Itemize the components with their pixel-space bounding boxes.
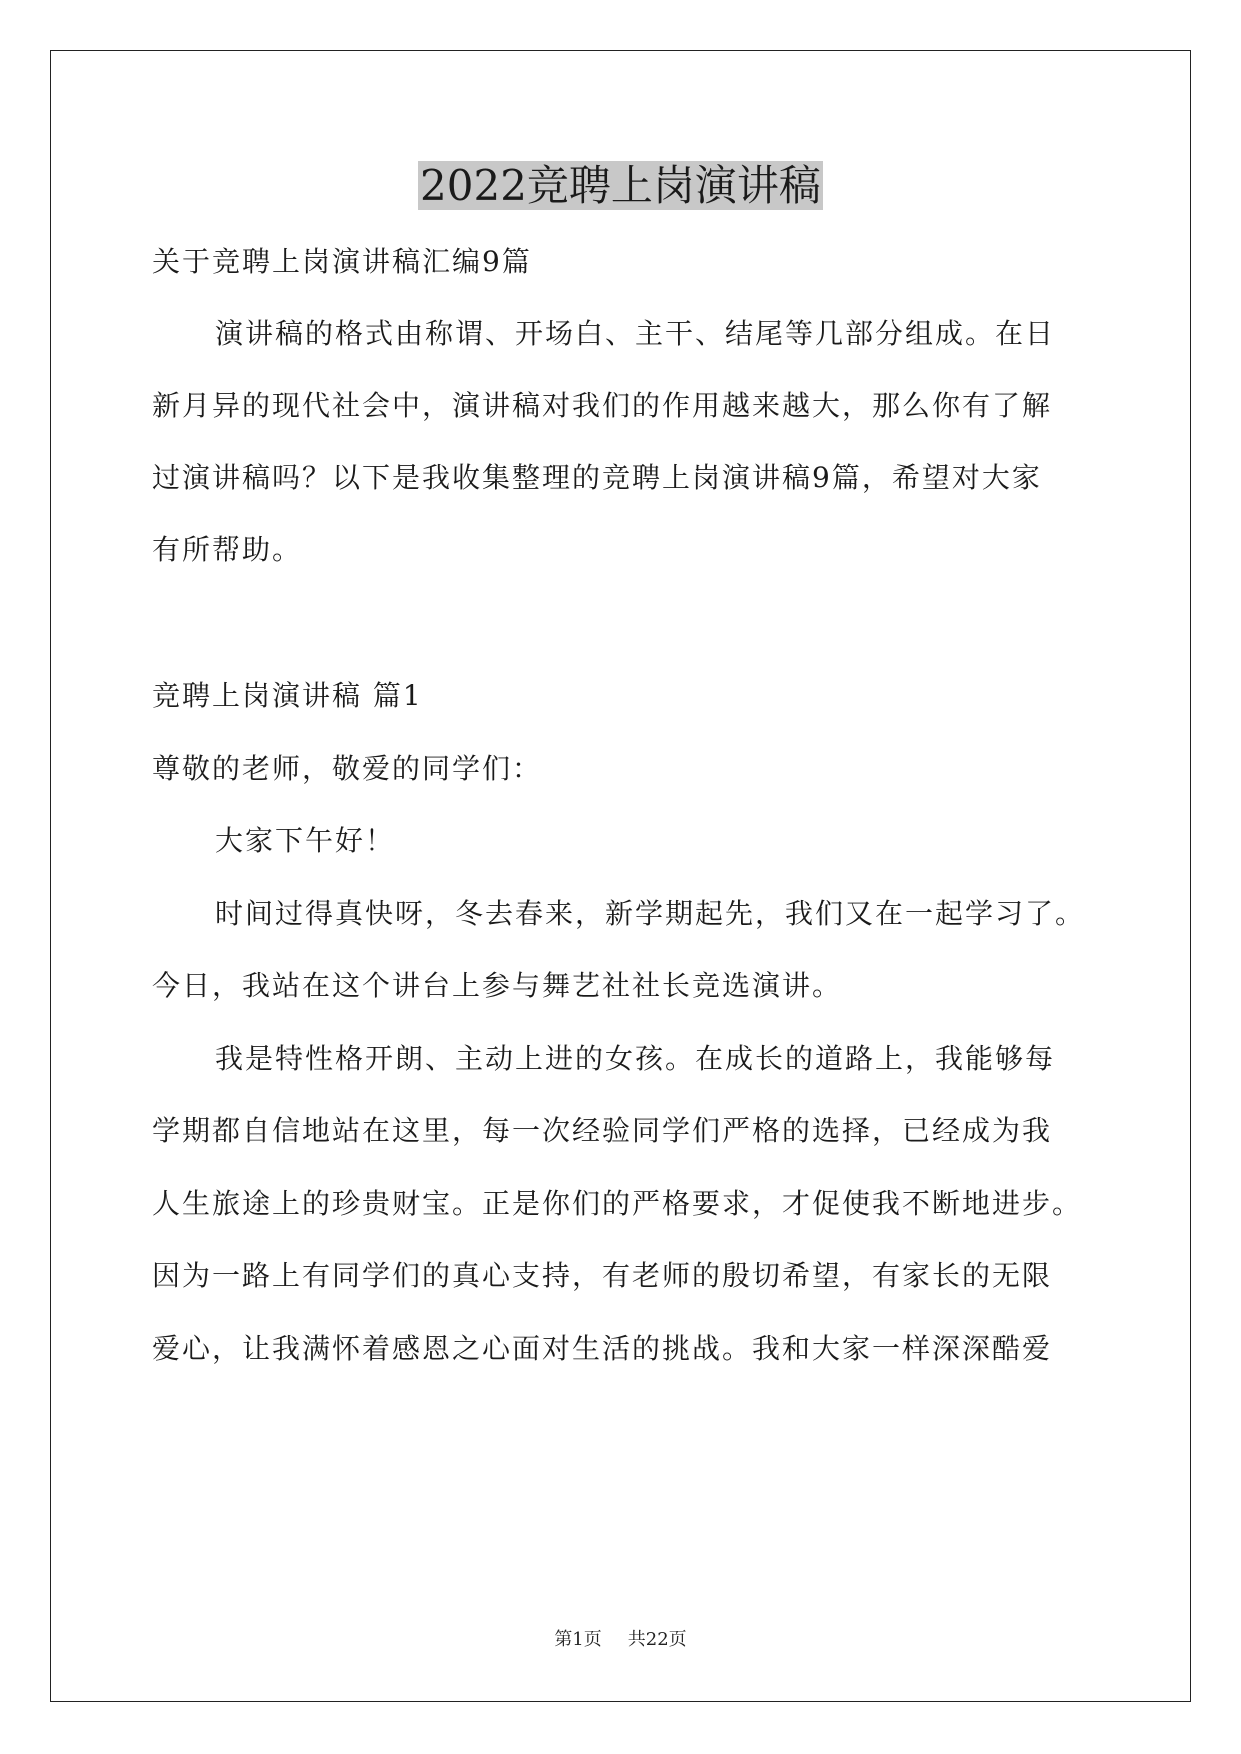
paragraph-line: 过演讲稿吗？以下是我收集整理的竞聘上岗演讲稿9篇，希望对大家	[152, 461, 1042, 494]
paragraph-line: 时间过得真快呀，冬去春来，新学期起先，我们又在一起学习了。	[215, 897, 1086, 930]
paragraph-line: 今日，我站在这个讲台上参与舞艺社社长竞选演讲。	[152, 969, 843, 1002]
document-subtitle: 关于竞聘上岗演讲稿汇编9篇	[152, 245, 532, 278]
paragraph-line: 新月异的现代社会中，演讲稿对我们的作用越来越大，那么你有了解	[152, 389, 1053, 422]
page-total: 共22页	[627, 1629, 687, 1650]
salutation: 尊敬的老师，敬爱的同学们：	[152, 752, 543, 785]
paragraph-line: 有所帮助。	[152, 533, 303, 566]
paragraph-line: 爱心，让我满怀着感恩之心面对生活的挑战。我和大家一样深深酷爱	[152, 1332, 1053, 1365]
paragraph-line: 因为一路上有同学们的真心支持，有老师的殷切希望，有家长的无限	[152, 1259, 1053, 1292]
section-heading: 竞聘上岗演讲稿 篇1	[152, 679, 423, 712]
document-title-text: 2022竞聘上岗演讲稿	[420, 161, 821, 210]
page-number: 第1页	[554, 1629, 602, 1650]
page-footer	[0, 1628, 1241, 1652]
paragraph-line: 我是特性格开朗、主动上进的女孩。在成长的道路上，我能够每	[215, 1042, 1056, 1075]
page-border	[50, 50, 1191, 1702]
greeting: 大家下午好！	[215, 824, 396, 857]
document-title	[0, 158, 1241, 214]
paragraph-line: 人生旅途上的珍贵财宝。正是你们的严格要求，才促使我不断地进步。	[152, 1187, 1083, 1220]
paragraph-line: 学期都自信地站在这里，每一次经验同学们严格的选择，已经成为我	[152, 1114, 1053, 1147]
paragraph-line: 演讲稿的格式由称谓、开场白、主干、结尾等几部分组成。在日	[215, 317, 1056, 350]
